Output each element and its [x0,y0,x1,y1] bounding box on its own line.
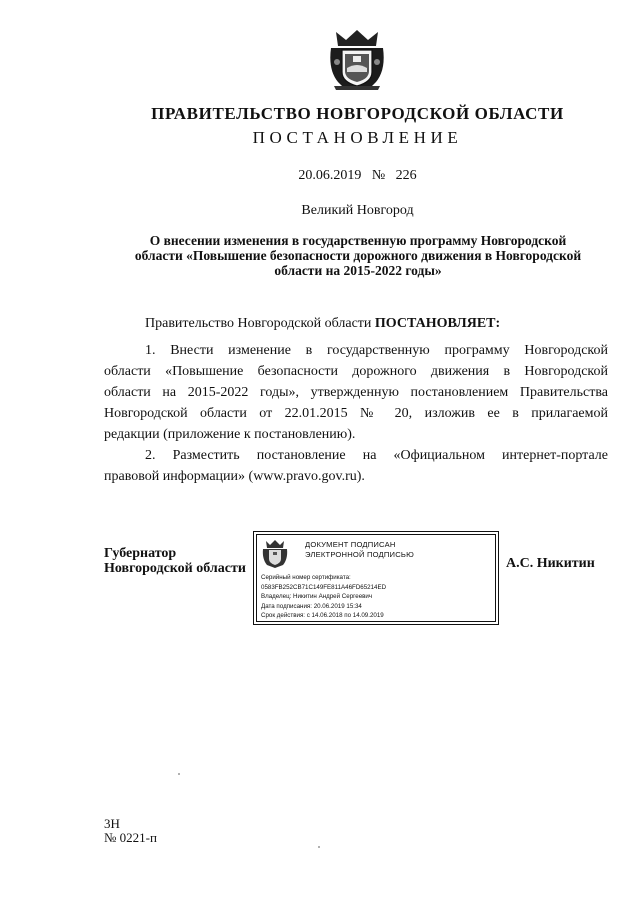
intro-emphasis: ПОСТАНОВЛЯЕТ: [374,316,501,331]
item-1-line: области на 2015-2022 годы», утвержденную постановлением Правительства [104,385,608,400]
item-2 [104,445,608,487]
signatory-position [104,546,246,576]
position-line: Губернатор [104,546,177,561]
subject-line: области на 2015-2022 годы» [274,263,442,278]
document-footer [104,817,157,845]
stamp-title [305,540,414,560]
position-line: Новгородской области [104,561,246,576]
item-1-line: Новгородской области от 22.01.2015 № 20, изложив ее в прилагаемой [104,406,608,421]
item-1-line: области «Повышение безопасности дорожного движения в Новгородской [104,364,608,379]
document-body [104,313,608,487]
subject-line: О внесении изменения в государственную программу Новгородской [149,233,567,248]
item-2-line: правовой информации» (www.pravo.gov.ru). [104,469,365,484]
date-number-line [0,168,640,184]
city-name: Великий Новгород [301,203,414,218]
signatory-name: А.С. Никитин [506,556,595,571]
signing-date: Дата подписания: 20.06.2019 15:34 [261,602,362,610]
stamp-coat-of-arms-icon [262,539,288,569]
intro-text: Правительство Новгородской области [145,316,372,331]
item-2-line: 2. Разместить постановление на «Официальном интернет-портале [145,448,608,463]
scan-speck [178,773,180,775]
number-sign: № [371,168,386,183]
serial-label: Серийный номер сертификата: [261,574,351,581]
novgorod-coat-of-arms-icon [328,26,386,92]
subject-line: области «Повышение безопасности дорожного движения в Новгородской [134,248,582,263]
serial-number: 0583FB252CB71C149FE811A46FD65214ED [261,583,387,591]
document-type: ПОСТАНОВЛЕНИЕ [252,128,463,147]
certificate-owner: Владелец: Никитин Андрей Сергеевич [261,593,373,600]
document-number: 226 [395,168,417,183]
document-date: 20.06.2019 [298,168,362,183]
organization-name: ПРАВИТЕЛЬСТВО НОВГОРОДСКОЙ ОБЛАСТИ [151,104,564,123]
footer-number: № 0221-п [104,830,157,845]
item-1-line: 1. Внести изменение в государственную программу Новгородской [145,343,608,358]
intro-paragraph [104,313,608,334]
item-1-line: редакции (приложение к постановлению). [104,427,356,442]
document-subject [108,233,608,278]
scan-speck [318,846,320,848]
electronic-signature-stamp [253,531,499,625]
stamp-frame [256,534,496,622]
footer-code: 3Н [104,816,120,831]
item-1 [104,340,608,445]
stamp-title-line: ЭЛЕКТРОННОЙ ПОДПИСЬЮ [305,550,414,559]
validity-period: Срок действия: с 14.06.2018 по 14.09.2019 [261,612,384,619]
stamp-title-line: ДОКУМЕНТ ПОДПИСАН [305,540,396,549]
certificate-details [261,573,386,621]
